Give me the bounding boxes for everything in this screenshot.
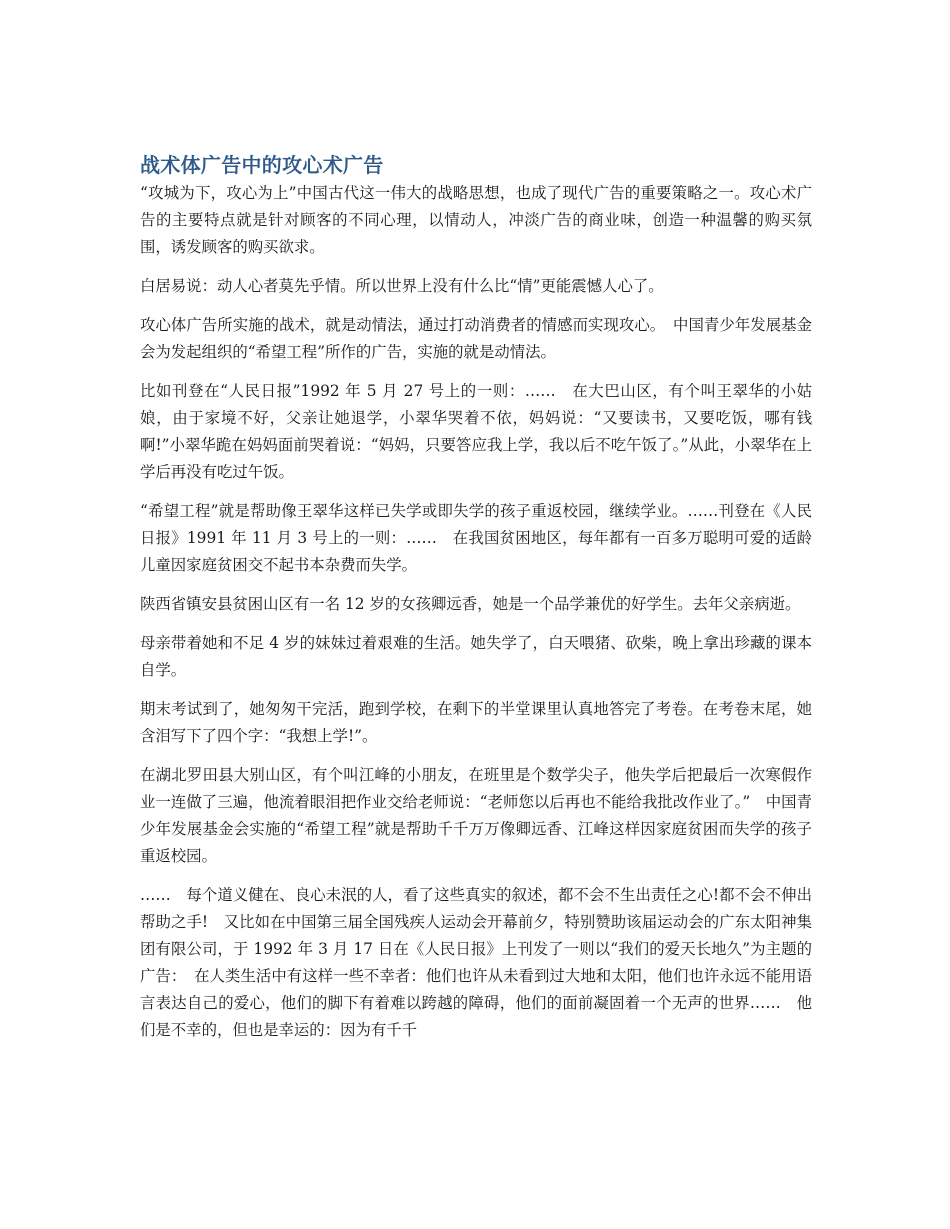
document-title: 战术体广告中的攻心术广告 — [140, 153, 384, 177]
document-page — [140, 152, 812, 1056]
paragraph-2: 白居易说：动人心者莫先乎情。所以世界上没有什么比“情”更能震憾人心了。 — [140, 277, 664, 295]
paragraph-5: “希望工程”就是帮助像王翠华这样已失学或即失学的孩子重返校园，继续学业。……刊登在《人民日报》1991 年 11 月 3 号上的一则：…… 在我国贫困地区，每年都有一百多万聪明可爱的适龄儿童因家庭贫困交不起书本杂费而失学。 — [140, 502, 812, 574]
paragraph-6: 陕西省镇安县贫困山区有一名 12 岁的女孩卿远香，她是一个品学兼优的好学生。去年父亲病逝。 — [140, 595, 801, 613]
paragraph-7: 母亲带着她和不足 4 岁的妹妹过着艰难的生活。她失学了，白天喂猪、砍柴，晚上拿出珍藏的课本自学。 — [140, 634, 812, 679]
paragraph-1: “攻城为下，攻心为上”中国古代这一伟大的战略思想，也成了现代广告的重要策略之一。攻心术广告的主要特点就是针对顾客的不同心理，以情动人，冲淡广告的商业味，创造一种温馨的购买氛围，诱发顾客的购买欲求。 — [140, 184, 812, 256]
paragraph-3: 攻心体广告所实施的战术，就是动情法，通过打动消费者的情感而实现攻心。 中国青少年发展基金会为发起组织的“希望工程”所作的广告，实施的就是动情法。 — [140, 316, 812, 361]
paragraph-4: 比如刊登在“人民日报”1992 年 5 月 27 号上的一则：…… 在大巴山区，有个叫王翠华的小姑娘，由于家境不好，父亲让她退学，小翠华哭着不依，妈妈说：“又要读书，又要吃饭，哪有钱啊!”小翠华跪在妈妈面前哭着说：“妈妈，只要答应我上学，我以后不吃午饭了。”从此，小翠华在上学后再没有吃过午饭。 — [140, 382, 812, 481]
paragraph-8: 期末考试到了，她匆匆干完活，跑到学校，在剩下的半堂课里认真地答完了考卷。在考卷末尾，她含泪写下了四个字：“我想上学!”。 — [140, 700, 812, 745]
paragraph-9: 在湖北罗田县大别山区，有个叫江峰的小朋友，在班里是个数学尖子，他失学后把最后一次寒假作业一连做了三遍，他流着眼泪把作业交给老师说：“老师您以后再也不能给我批改作业了。” 中国青少年发展基金会实施的“希望工程”就是帮助千千万万像卿远香、江峰这样因家庭贫困而失学的孩子重返校园。 — [140, 766, 812, 865]
paragraph-10: …… 每个道义健在、良心未泯的人，看了这些真实的叙述，都不会不生出责任之心!都不会不伸出帮助之手! 又比如在中国第三届全国残疾人运动会开幕前夕，特别赞助该届运动会的广东太阳神集团有限公司，于 1992 年 3 月 17 日在《人民日报》上刊发了一则以“我们的爱天长地久”为主题的广告： 在人类生活中有这样一些不幸者：他们也许从未看到过大地和太阳，他们也许永远不能用语言表达自己的爱心，他们的脚下有着难以跨越的障碍，他们的面前凝固着一个无声的世界…… 他们是不幸的，但也是幸运的：因为有千千 — [140, 886, 812, 1039]
